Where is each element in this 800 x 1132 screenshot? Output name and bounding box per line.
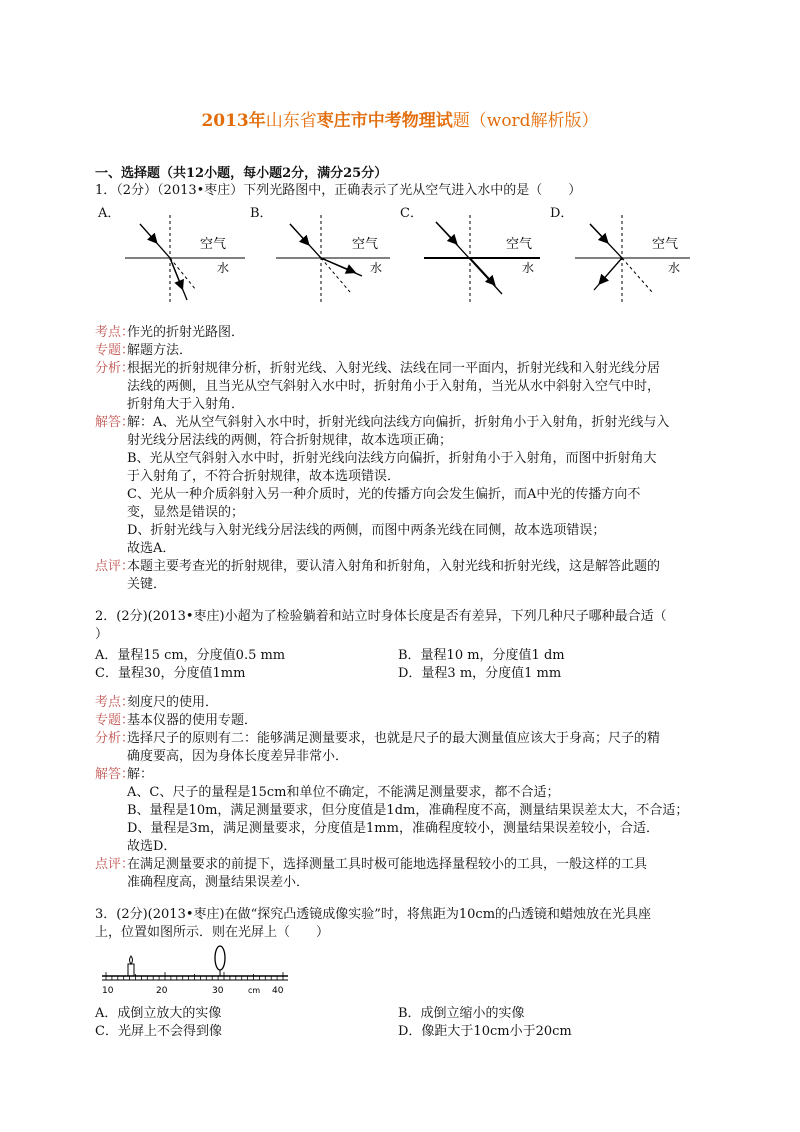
kaodian-text: 作光的折射光路图． — [127, 325, 245, 340]
q2-jieda — [95, 766, 153, 784]
diagram-d — [575, 215, 690, 302]
jieda-line: B、光从空气斜射入水中时，折射光线向法线方向偏折，折射角小于入射角，而图中折射角大 — [127, 451, 657, 466]
jieda-label: 解答： — [95, 415, 135, 430]
diagram-a-water-label: 水 — [217, 261, 230, 275]
fenxi-line: 选择尺子的原则有二：能够满足测量要求，也就是尺子的最大测量值应该大于身高；尺子的精 — [127, 731, 661, 746]
diagram-d-water-label: 水 — [668, 261, 681, 275]
ruler-tick-label: 20 — [156, 986, 168, 996]
q1-fenxi — [95, 360, 660, 378]
q1-kaodian — [95, 324, 244, 342]
title-nian: 年 — [248, 111, 266, 131]
jieda-line: 射光线分居法线的两侧，符合折射规律，故本选项正确； — [127, 433, 453, 448]
q2-stem-cont: ） — [95, 627, 109, 642]
ruler-unit: cm — [248, 986, 261, 995]
jieda-line: D、折射光线与入射光线分居法线的两侧，而图中两条光线在同侧，故本选项错误； — [127, 523, 606, 538]
q3-option-a: A．成倒立放大的实像 — [95, 1006, 222, 1021]
diagram-b — [276, 215, 390, 302]
q3-stem-cont: 上，位置如图所示．则在光屏上（ ） — [95, 925, 330, 940]
jieda-line: 解： — [127, 767, 154, 782]
q2-option-a: A．量程15 cm，分度值0.5 mm — [95, 648, 286, 663]
jieda-line: A、C、尺子的量程是15cm和单位不确定，不能满足测量要求，都不合适； — [127, 785, 560, 800]
candle — [128, 956, 134, 976]
diagram-b-air-label: 空气 — [352, 237, 379, 252]
diagram-b-water-label: 水 — [370, 261, 383, 275]
jieda-line: 故选D． — [127, 839, 177, 854]
q3-option-c: C．光屏上不会得到像 — [95, 1024, 222, 1039]
q1-zhuanti — [95, 342, 192, 360]
kaodian-label: 考点： — [95, 695, 135, 710]
diagram-a — [125, 215, 245, 302]
q1-dianping — [95, 558, 660, 576]
diagram-c-air-label: 空气 — [506, 237, 533, 252]
diagram-c — [424, 215, 540, 302]
zhuanti-label: 专题： — [95, 713, 135, 728]
dianping-line: 关键． — [127, 577, 167, 592]
dianping-line: 在满足测量要求的前提下，选择测量工具时极可能地选择量程较小的工具，一般这样的工具 — [127, 857, 648, 872]
fenxi-line: 根据光的折射规律分析，折射光线、入射光线、法线在同一平面内，折射光线和入射光线分居 — [127, 361, 661, 376]
q3-stem: 3．(2分)(2013•枣庄)在做“探究凸透镜成像实验”时，将焦距为10cm的凸透镜和蜡烛放在光具座 — [95, 907, 652, 922]
q1-option-b-label: B． — [250, 206, 273, 221]
jieda-line: B、量程是10m，满足测量要求，但分度值是1dm，准确程度不高，测量结果误差太大，不合适； — [127, 803, 689, 818]
convex-lens — [215, 946, 225, 976]
q1-option-c-label: C． — [400, 206, 423, 221]
q3-option-d: D．像距大于10cm小于20cm — [398, 1024, 572, 1039]
q1-jieda — [95, 414, 669, 432]
jieda-line: 解：A、光从空气斜射入水中时，折射光线向法线方向偏折，折射角小于入射角，折射光线与入 — [127, 415, 670, 430]
q1-stem: 1．（2分）（2013•枣庄）下列光路图中，正确表示了光从空气进入水中的是（ ） — [95, 183, 582, 198]
title-year: 2013 — [201, 111, 249, 131]
ruler-tick-label: 30 — [212, 986, 224, 996]
dianping-label: 点评： — [95, 559, 135, 574]
q1-option-d-label: D． — [550, 206, 574, 221]
kaodian-label: 考点： — [95, 325, 135, 340]
jieda-line: C、光从一种介质斜射入另一种介质时，光的传播方向会发生偏折，而A中光的传播方向不 — [127, 487, 641, 502]
zhuanti-text: 解题方法． — [127, 343, 193, 358]
q3-option-b: B．成倒立缩小的实像 — [398, 1006, 525, 1021]
diagram-a-air-label: 空气 — [200, 237, 227, 252]
fenxi-label: 分析： — [95, 361, 135, 376]
q2-zhuanti — [95, 712, 257, 730]
q2-stem: 2．(2分)(2013•枣庄)小超为了检验躺着和站立时身体长度是否有差异，下列几种尺子哪种最合适（ — [95, 609, 667, 624]
ruler-tick-label: 10 — [102, 986, 114, 996]
jieda-line: 变，显然是错误的； — [127, 505, 245, 520]
fenxi-line: 确度要高，因为身体长度差异非常小． — [127, 749, 349, 764]
jieda-line: 故选A． — [127, 541, 176, 556]
diagram-d-air-label: 空气 — [652, 237, 679, 252]
jieda-label: 解答： — [95, 767, 135, 782]
section-heading: 一、选择题（共12小题，每小题2分，满分25分） — [95, 166, 388, 181]
title-province: 山东省 — [265, 111, 317, 131]
title-end: 题（word解析版） — [452, 111, 599, 131]
q2-option-d: D．量程3 m，分度值1 mm — [398, 666, 562, 681]
title-city: 枣庄市 — [316, 111, 368, 131]
q1-option-a-label: A． — [98, 206, 121, 221]
diagram-c-water-label: 水 — [522, 261, 535, 275]
fenxi-label: 分析： — [95, 731, 135, 746]
dianping-label: 点评： — [95, 857, 135, 872]
optical-bench-diagram — [98, 944, 298, 996]
ruler-tick-label: 40 — [272, 986, 284, 996]
q1-diagrams — [0, 0, 800, 320]
zhuanti-label: 专题： — [95, 343, 135, 358]
jieda-line: D、量程是3m，满足测量要求，分度值是1mm，准确程度较小，测量结果误差较小，合适． — [127, 821, 659, 836]
q2-kaodian — [95, 694, 218, 712]
kaodian-text: 刻度尺的使用． — [127, 695, 219, 710]
q2-option-c: C．量程30，分度值1mm — [95, 666, 246, 681]
title-subject: 中考物理试 — [367, 111, 453, 131]
jieda-line: 于入射角了，不符合折射规律，故本选项错误． — [127, 469, 401, 484]
q2-option-b: B．量程10 m，分度值1 dm — [398, 648, 565, 663]
q2-dianping — [95, 856, 647, 874]
fenxi-line: 折射角大于入射角． — [127, 397, 245, 412]
q2-fenxi — [95, 730, 660, 748]
dianping-line: 准确程度高，测量结果误差小． — [127, 875, 310, 890]
zhuanti-text: 基本仪器的使用专题． — [127, 713, 258, 728]
dianping-line: 本题主要考查光的折射规律，要认清入射角和折射角，入射光线和折射光线，这是解答此题的 — [127, 559, 661, 574]
fenxi-line: 法线的两侧，且当光从空气斜射入水中时，折射角小于入射角，当光从水中斜射入空气中时， — [127, 379, 661, 394]
